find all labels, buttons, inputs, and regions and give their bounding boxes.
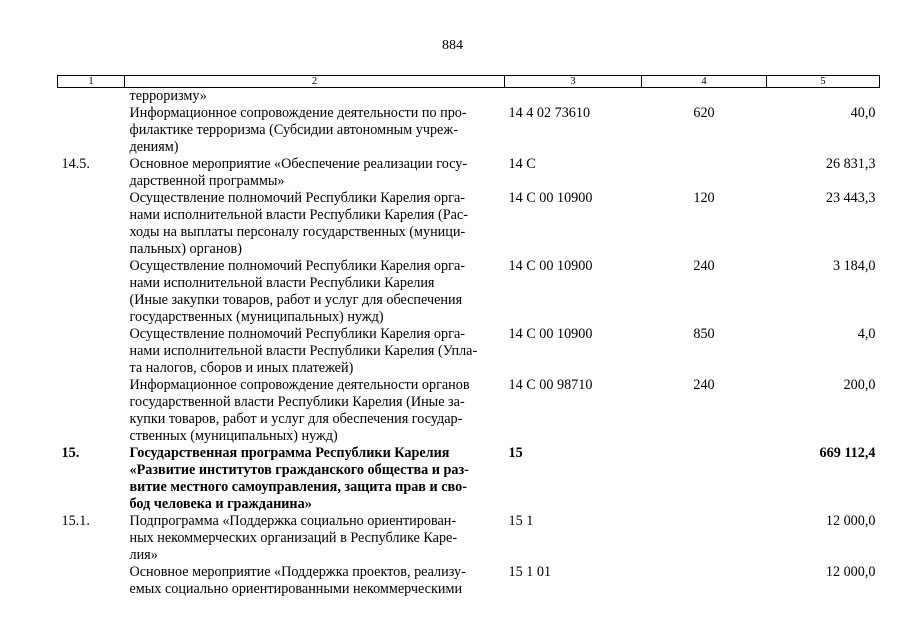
table-row: [58, 190, 880, 258]
table-row: [58, 156, 880, 190]
page-number: 884: [442, 38, 463, 53]
table-body: [58, 88, 880, 599]
description-line: пальных) органов): [129, 241, 242, 257]
description-line: ных некоммерческих организаций в Республике Каре-: [129, 530, 458, 546]
target-article-code: 15: [508, 445, 523, 461]
expense-type-code: [642, 513, 767, 564]
row-description: [125, 190, 505, 258]
description-line: Осуществление полномочий Республики Карелия орга-: [129, 326, 465, 342]
description-line: Информационное сопровождение деятельности органов: [129, 377, 470, 393]
row-number: [58, 88, 125, 106]
description-line: та налогов, сборов и иных платежей): [129, 360, 354, 376]
row-number: [58, 105, 125, 156]
header-row: [58, 76, 880, 88]
amount: 669 112,4: [819, 445, 876, 461]
table-row: [58, 445, 880, 513]
description-line: терроризму»: [129, 88, 207, 104]
description-line: лия»: [129, 547, 158, 563]
budget-table: [57, 75, 880, 598]
target-article-code: 14 4 02 73610: [508, 105, 591, 121]
row-number: [58, 258, 125, 326]
description-line: Государственная программа Республики Карелия: [129, 445, 450, 461]
description-line: Осуществление полномочий Республики Карелия орга-: [129, 258, 465, 274]
row-description: [125, 564, 505, 598]
table-row: [58, 513, 880, 564]
amount: 12 000,0: [825, 513, 876, 529]
row-description: [125, 513, 505, 564]
description-line: Основное мероприятие «Обеспечение реализации госу-: [129, 156, 468, 172]
row-number: [58, 377, 125, 445]
description-line: дарственной программы»: [129, 173, 285, 189]
row-number: [58, 564, 125, 598]
row-number: [58, 190, 125, 258]
target-article-code: 14 С 00 98710: [508, 377, 593, 393]
column-header-5: 5: [767, 76, 880, 88]
budget-table-container: [57, 75, 879, 598]
target-article-code: 14 С: [508, 156, 536, 172]
target-article-code: 15 1 01: [508, 564, 552, 580]
row-number: [58, 326, 125, 377]
description-line: бод человека и гражданина»: [129, 496, 312, 512]
target-article-code: 14 С 00 10900: [508, 190, 593, 206]
row-number: 14.5.: [61, 156, 90, 172]
target-article-code: 14 С 00 10900: [508, 326, 593, 342]
expense-type-code: 620: [693, 105, 715, 121]
table-row: [58, 564, 880, 598]
description-line: нами исполнительной власти Республики Карелия (Упла-: [129, 343, 478, 359]
column-header-1: 1: [58, 76, 125, 88]
description-line: нами исполнительной власти Республики Карелия: [129, 275, 435, 291]
row-number: 15.1.: [61, 513, 90, 529]
expense-type-code: [642, 156, 767, 190]
description-line: Осуществление полномочий Республики Карелия орга-: [129, 190, 465, 206]
description-line: филактике терроризма (Субсидии автономным учреж-: [129, 122, 458, 138]
description-line: Информационное сопровождение деятельности по про-: [129, 105, 467, 121]
description-line: государственных (муниципальных) нужд): [129, 309, 384, 325]
row-number: 15.: [61, 445, 80, 461]
amount: 12 000,0: [825, 564, 876, 580]
target-article-code: 14 С 00 10900: [508, 258, 593, 274]
description-line: купки товаров, работ и услуг для обеспечения государ-: [129, 411, 463, 427]
row-description: [125, 326, 505, 377]
amount: 3 184,0: [832, 258, 876, 274]
row-description: [125, 88, 505, 106]
table-row: [58, 326, 880, 377]
description-line: витие местного самоуправления, защита прав и сво-: [129, 479, 467, 495]
amount: 200,0: [843, 377, 876, 393]
expense-type-code: 240: [693, 377, 715, 393]
expense-type-code: 240: [693, 258, 715, 274]
expense-type-code: 850: [693, 326, 715, 342]
expense-type-code: [642, 445, 767, 513]
amount: 4,0: [857, 326, 876, 342]
description-line: Основное мероприятие «Поддержка проектов, реализу-: [129, 564, 466, 580]
amount: 40,0: [850, 105, 876, 121]
expense-type-code: 120: [693, 190, 715, 206]
table-row: [58, 88, 880, 106]
table-row: [58, 105, 880, 156]
amount: 26 831,3: [825, 156, 876, 172]
amount: [767, 88, 880, 106]
row-description: [125, 105, 505, 156]
table-row: [58, 258, 880, 326]
table-row: [58, 377, 880, 445]
row-description: [125, 377, 505, 445]
description-line: нами исполнительной власти Республики Карелия (Рас-: [129, 207, 468, 223]
description-line: Подпрограмма «Поддержка социально ориентирован-: [129, 513, 457, 529]
column-header-2: 2: [125, 76, 505, 88]
expense-type-code: [642, 88, 767, 106]
row-description: [125, 445, 505, 513]
description-line: (Иные закупки товаров, работ и услуг для обеспечения: [129, 292, 463, 308]
expense-type-code: [642, 564, 767, 598]
column-header-4: 4: [642, 76, 767, 88]
description-line: «Развитие институтов гражданского общества и раз-: [129, 462, 469, 478]
column-header-3: 3: [505, 76, 642, 88]
row-description: [125, 156, 505, 190]
description-line: емых социально ориентированными некоммерческими: [129, 581, 463, 597]
target-article-code: [505, 88, 642, 106]
row-description: [125, 258, 505, 326]
description-line: ходы на выплаты персоналу государственных (муници-: [129, 224, 466, 240]
description-line: государственной власти Республики Карелия (Иные за-: [129, 394, 465, 410]
description-line: ственных (муниципальных) нужд): [129, 428, 338, 444]
description-line: дениям): [129, 139, 179, 155]
target-article-code: 15 1: [508, 513, 534, 529]
amount: 23 443,3: [825, 190, 876, 206]
table-header: [58, 76, 880, 88]
